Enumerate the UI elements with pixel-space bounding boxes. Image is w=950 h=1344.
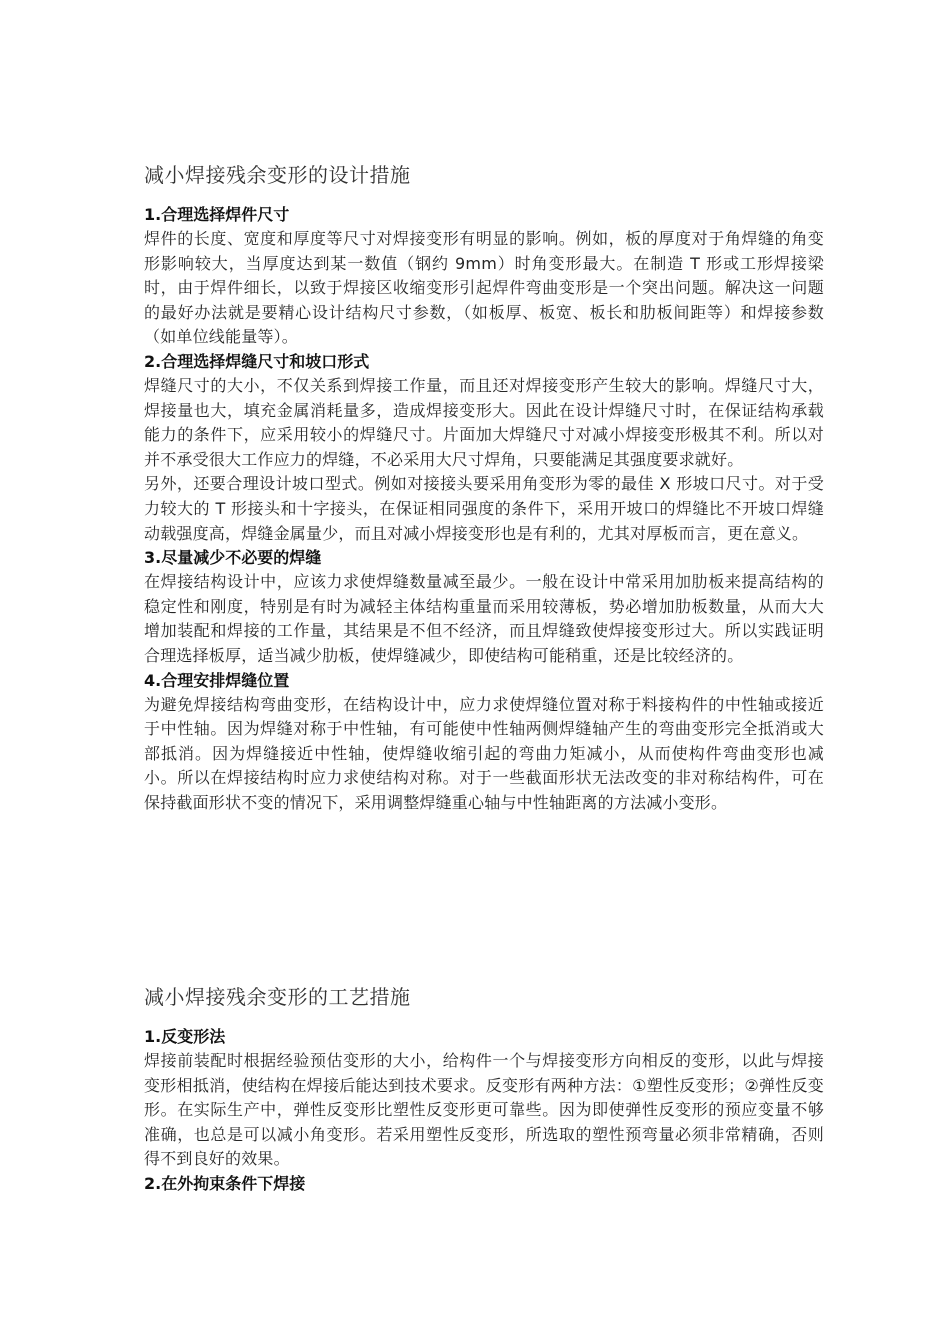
- item-heading: 2.合理选择焊缝尺寸和坡口形式: [144, 351, 370, 371]
- section-title-design: 减小焊接残余变形的设计措施: [144, 163, 411, 187]
- item-heading: 1.合理选择焊件尺寸: [144, 205, 290, 224]
- item-heading: 1.反变形法: [144, 1027, 226, 1046]
- design-measures-section: [144, 160, 824, 815]
- design-item-1: [144, 203, 824, 350]
- design-item-2: [144, 350, 824, 546]
- paragraph: 另外，还要合理设计坡口型式。例如对接接头要采用角变形为零的最佳 X 形坡口尺寸。对于受力较大的 T 形接头和十字接头，在保证相同强度的条件下，采用开坡口的焊缝比不开坡口焊缝动载强度高，焊缝金属量少，而且对减小焊接变形也是有利的，尤其对厚板而言，更在意义。: [144, 474, 824, 543]
- design-item-4: [144, 669, 824, 816]
- item-heading: 2.在外拘束条件下焊接: [144, 1173, 306, 1193]
- item-heading: 4.合理安排焊缝位置: [144, 670, 290, 690]
- paragraph: 焊缝尺寸的大小，不仅关系到焊接工作量，而且还对焊接变形产生较大的影响。焊缝尺寸大，焊接量也大，填充金属消耗量多，造成焊接变形大。因此在设计焊缝尺寸时，在保证结构承载能力的条件下，应采用较小的焊缝尺寸。片面加大焊缝尺寸对减小焊接变形极其不利。所以对并不承受很大工作应力的焊缝，不必采用大尺寸焊角，只要能满足其强度要求就好。: [144, 375, 824, 469]
- process-measures-section: [144, 982, 824, 1196]
- paragraph: 焊接前装配时根据经验预估变形的大小，给构件一个与焊接变形方向相反的变形，以此与焊接变形相抵消，使结构在焊接后能达到技术要求。反变形有两种方法：①塑性反变形；②弹性反变形。在实际生产中，弹性反变形比塑性反变形更可靠些。因为即使弹性反变形的预应变量不够准确，也总是可以减小角变形。若采用塑性反变形，所选取的塑性预弯量必须非常精确，否则得不到良好的效果。: [144, 1051, 824, 1169]
- design-item-3: [144, 546, 824, 668]
- process-item-1: [144, 1025, 824, 1172]
- paragraph: 在焊接结构设计中，应该力求使焊缝数量减至最少。一般在设计中常采用加肋板来提高结构的稳定性和刚度，特别是有时为减轻主体结构重量而采用较薄板，势必增加肋板数量，从而大大增加装配和焊接的工作量，其结果是不但不经济，而且焊缝致使焊接变形过大。所以实践证明合理选择板厚，适当减少肋板，使焊缝减少，即使结构可能稍重，还是比较经济的。: [144, 572, 824, 665]
- item-heading: 3.尽量减少不必要的焊缝: [144, 548, 322, 568]
- paragraph: 焊件的长度、宽度和厚度等尺寸对焊接变形有明显的影响。例如，板的厚度对于角焊缝的角变形影响较大，当厚度达到某一数值（钢约 9mm）时角变形最大。在制造 T 形或工形焊接梁时，由于焊件细长，以致于焊接区收缩变形引起焊件弯曲变形是一个突出问题。解决这一问题的最好办法就是要精心设计结构尺寸参数，（如板厚、板宽、板长和肋板间距等）和焊接参数（如单位线能量等）。: [144, 229, 824, 347]
- process-item-2: [144, 1172, 824, 1196]
- paragraph: 为避免焊接结构弯曲变形，在结构设计中，应力求使焊缝位置对称于料接构件的中性轴或接近于中性轴。因为焊缝对称于中性轴，有可能使中性轴两侧焊缝轴产生的弯曲变形完全抵消或大部抵消。因为焊缝接近中性轴，使焊缝收缩引起的弯曲力矩减小，从而使构件弯曲变形也减小。所以在焊接结构时应力求使结构对称。对于一些截面形状无法改变的非对称结构件，可在保持截面形状不变的情况下，采用调整焊缝重心轴与中性轴距离的方法减小变形。: [144, 694, 824, 812]
- section-title-process: 减小焊接残余变形的工艺措施: [144, 985, 411, 1009]
